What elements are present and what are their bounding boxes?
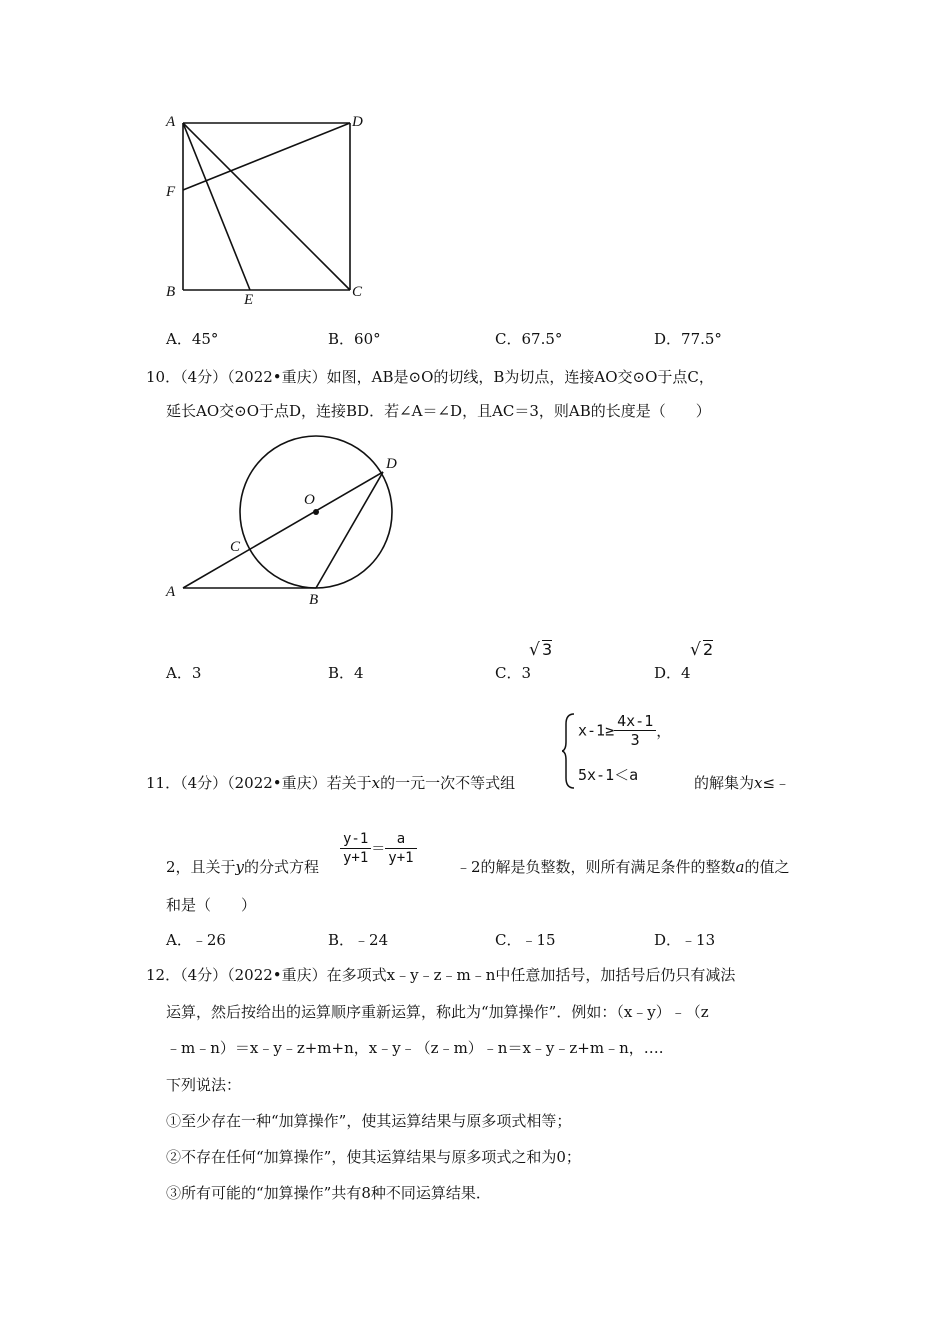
square-figure: [0, 0, 950, 320]
q10-option-d-radicand: 2: [703, 640, 714, 659]
q11-eq-fraction-2: [385, 830, 416, 867]
fig9-label-e: E: [244, 292, 254, 308]
q12-statement-2: ②不存在任何“加算操作”，使其运算结果与原多项式之和为0；: [166, 1148, 581, 1166]
q11-tail-end: ≤﹣: [762, 774, 791, 792]
q9-option-d: D．77.5°: [654, 330, 722, 348]
q11-line2-end: ﹣2的解是负整数，则所有满足条件的整数: [456, 858, 736, 876]
q11-eq-num2: a: [385, 830, 416, 849]
q11-var-x: x: [371, 774, 381, 792]
q11-fractional-equation: [340, 830, 417, 867]
q10-option-d-root-sign: √: [690, 640, 701, 660]
q11-eq-den1: y+1: [343, 850, 369, 866]
q11-line2-mid: 的分式方程: [244, 858, 320, 876]
fig10-label-a: A: [166, 584, 176, 600]
q11-stem-line3: 和是（ ）: [166, 896, 257, 914]
fig9-label-c: C: [352, 284, 363, 300]
q9-option-c: C．67.5°: [495, 330, 563, 348]
q11-eq-equals: ＝: [371, 841, 386, 858]
fig10-segment-ad: [183, 472, 383, 588]
fig10-label-b: B: [309, 592, 319, 608]
q9-option-a: A．45°: [166, 330, 219, 348]
q11-option-c: C．﹣15: [495, 931, 556, 949]
q11-ineq1-denominator: 3: [630, 731, 640, 749]
q11-stem-line2-end: [456, 856, 790, 877]
q10-option-d: D．4: [654, 664, 691, 682]
q11-tail: 的解集为: [694, 774, 755, 792]
q11-var-y: y: [235, 858, 245, 876]
q10-stem-line2: 延长AO交⊙O于点D，连接BD．若∠A＝∠D，且AC＝3，则AB的长度是（ ）: [166, 402, 711, 420]
q11-option-b: B．﹣24: [328, 931, 389, 949]
q10-stem-line1: 10．（4分）（2022•重庆）如图，AB是⊙O的切线，B为切点，连接AO交⊙O于点C，: [146, 368, 714, 386]
q11-eq-fraction-1: [340, 830, 371, 867]
q12-stem-line3: ﹣m﹣n）＝x﹣y﹣z+m+n，x﹣y﹣（z﹣m）﹣n＝x﹣y﹣z+m﹣n，….: [166, 1039, 664, 1057]
q11-option-d: D．﹣13: [654, 931, 716, 949]
fig10-center-dot: [313, 509, 319, 515]
q11-line2-end2: 的值之: [744, 858, 790, 876]
q11-stem-tail: [694, 772, 790, 793]
fig9-label-b: B: [166, 284, 176, 300]
fig10-label-c: C: [230, 539, 241, 555]
q10-option-c-root-sign: √: [529, 640, 540, 660]
q11-ineq1-numerator: 4x-1: [614, 712, 656, 731]
q12-stem-line4: 下列说法：: [166, 1076, 242, 1094]
fig10-label-o: O: [304, 492, 315, 508]
q11-ineq1-fraction: [614, 712, 656, 749]
q11-inequality-1: [578, 712, 671, 749]
fig9-diagonal-ac: [183, 123, 350, 290]
q11-stem-line1: [146, 772, 515, 793]
q11-stem-line2-start: [166, 856, 319, 877]
q11-inequality-2: 5x-1＜a: [578, 766, 639, 784]
q11-eq-den2: y+1: [388, 850, 414, 866]
circle-tangent-figure: [0, 420, 950, 620]
fig10-segment-bd: [316, 472, 383, 588]
q10-option-b: B．4: [328, 664, 364, 682]
fig9-label-f: F: [166, 184, 176, 200]
q10-option-c: C．3: [495, 664, 532, 682]
q10-option-a: A．3: [166, 664, 202, 682]
fig9-label-a: A: [166, 114, 176, 130]
q11-mid: 的一元一次不等式组: [380, 774, 516, 792]
fig10-label-d: D: [386, 456, 397, 472]
q11-eq-num1: y-1: [340, 830, 371, 849]
q11-ineq1-left: x-1≥: [578, 721, 615, 740]
q11-lead: 11．（4分）（2022•重庆）若关于: [146, 774, 372, 792]
fig9-segment-fd: [183, 123, 350, 190]
q11-ineq1-comma: ，: [656, 722, 672, 740]
fig9-label-d: D: [352, 114, 363, 130]
q11-tail-x: x: [754, 774, 763, 792]
q12-stem-line2: 运算，然后按给出的运算顺序重新运算，称此为“加算操作”．例如：（x﹣y）﹣（z: [166, 1003, 709, 1021]
q9-option-b: B．60°: [328, 330, 381, 348]
q12-statement-3: ③所有可能的“加算操作”共有8种不同运算结果．: [166, 1184, 491, 1202]
q10-option-c-radicand: 3: [542, 640, 553, 659]
q12-stem-line1: 12．（4分）（2022•重庆）在多项式x﹣y﹣z﹣m﹣n中任意加括号，加括号后仍只有减法: [146, 966, 736, 984]
q12-statement-1: ①至少存在一种“加算操作”，使其运算结果与原多项式相等；: [166, 1112, 572, 1130]
q11-var-a: a: [735, 858, 745, 876]
q11-option-a: A．﹣26: [166, 931, 226, 949]
q11-line2-start: 2，且关于: [166, 858, 236, 876]
fig9-segment-ae: [183, 123, 250, 290]
q11-left-brace: [562, 712, 576, 790]
